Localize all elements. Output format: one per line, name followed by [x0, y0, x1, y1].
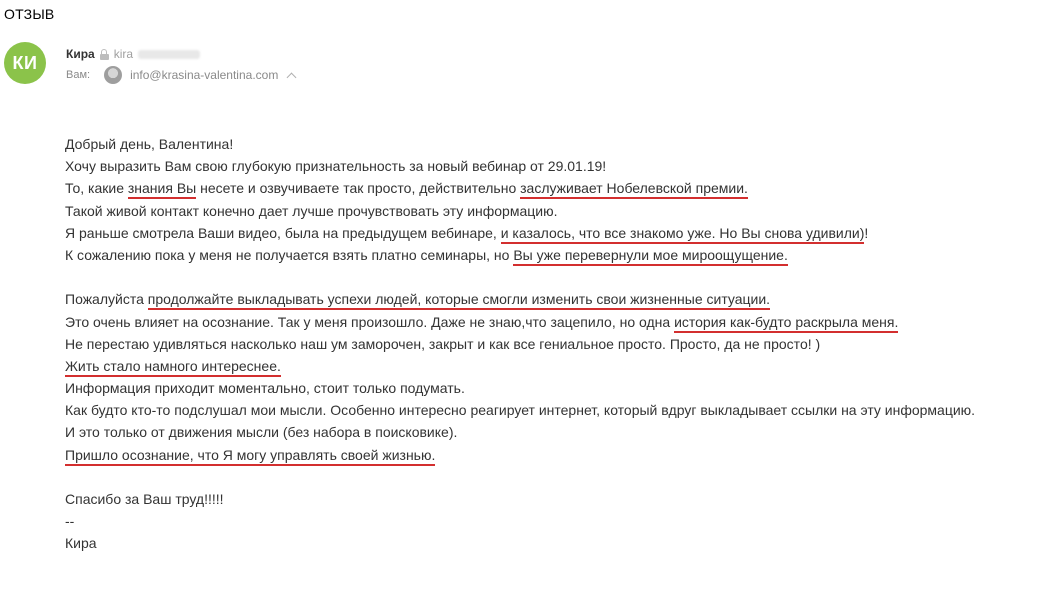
body-line	[65, 222, 1045, 244]
body-line	[65, 488, 1045, 510]
sender-name[interactable]: Кира	[66, 47, 95, 61]
signature-separator: --	[65, 513, 75, 530]
body-line	[65, 421, 1045, 443]
body-text: !	[864, 224, 869, 241]
sender-line	[66, 47, 200, 61]
sender-email[interactable]: kira	[113, 47, 134, 61]
body-line	[65, 244, 1045, 266]
highlight-underline: знания Вы	[128, 180, 196, 199]
highlight-underline: заслуживает Нобелевской премии.	[520, 180, 748, 199]
recipient-email[interactable]: info@krasina-valentina.com	[130, 68, 279, 82]
sender-email-redacted	[138, 50, 200, 59]
recipient-line	[66, 66, 295, 84]
sender-avatar[interactable]	[4, 42, 46, 84]
signature-name: Кира	[65, 535, 97, 552]
highlight-underline: Вы уже перевернули мое мироощущение.	[513, 247, 788, 266]
paragraph-gap	[65, 266, 1045, 288]
body-text: Хочу выразить Вам свою глубокую признательность за новый вебинар от 29.01.19!	[65, 158, 607, 175]
body-line	[65, 155, 1045, 177]
highlight-underline: и казалось, что все знакомо уже. Но Вы снова удивили)	[501, 225, 865, 244]
highlight-underline: Жить стало намного интереснее.	[65, 358, 281, 377]
body-line	[65, 200, 1045, 222]
body-text: несете и озвучиваете так просто, действительно	[196, 180, 521, 197]
body-text: Такой живой контакт конечно дает лучше прочувствовать эту информацию.	[65, 202, 558, 219]
body-line	[65, 510, 1045, 532]
body-line	[65, 177, 1045, 199]
body-text: Информация приходит моментально, стоит только подумать.	[65, 380, 465, 397]
recipient-avatar	[104, 66, 122, 84]
email-body	[65, 133, 1045, 555]
chevron-up-icon[interactable]	[287, 72, 297, 82]
lock-icon	[100, 49, 109, 60]
highlight-underline: продолжайте выкладывать успехи людей, которые смогли изменить свои жизненные ситуации.	[148, 291, 770, 310]
closing-thanks: Спасибо за Ваш труд!!!!!	[65, 491, 224, 507]
body-line	[65, 399, 1045, 421]
to-label: Вам:	[66, 69, 91, 81]
body-line	[65, 333, 1045, 355]
body-text: Это очень влияет на осознание. Так у меня произошло. Даже не знаю,что зацепило, но одна	[65, 313, 675, 330]
body-line	[65, 288, 1045, 310]
body-text: И это только от движения мысли (без набора в поисковике).	[65, 424, 458, 441]
body-line	[65, 133, 1045, 155]
body-text: То, какие	[65, 180, 128, 197]
greeting: Добрый день, Валентина!	[65, 136, 234, 152]
page-title: ОТЗЫВ	[4, 6, 55, 22]
body-line	[65, 377, 1045, 399]
body-line	[65, 444, 1045, 466]
body-text: Как будто кто-то подслушал мои мысли. Особенно интересно реагирует интернет, который вдруг выкладывает ссылки на эту информацию.	[65, 402, 976, 419]
body-text: К сожалению пока у меня не получается взять платно семинары, но	[65, 246, 514, 263]
body-line	[65, 355, 1045, 377]
avatar-initials: КИ	[12, 52, 38, 73]
body-line	[65, 311, 1045, 333]
body-line	[65, 532, 1045, 554]
highlight-underline: история как-будто раскрыла меня.	[674, 314, 898, 333]
body-text: Я раньше смотрела Ваши видео, была на предыдущем вебинаре,	[65, 224, 501, 241]
highlight-underline: Пришло осознание, что Я могу управлять своей жизнью.	[65, 447, 435, 466]
body-text: Не перестаю удивляться насколько наш ум заморочен, закрыт и как все гениальное просто. Просто, да не просто! )	[65, 335, 821, 352]
paragraph-gap	[65, 466, 1045, 488]
body-text: Пожалуйста	[65, 291, 148, 308]
